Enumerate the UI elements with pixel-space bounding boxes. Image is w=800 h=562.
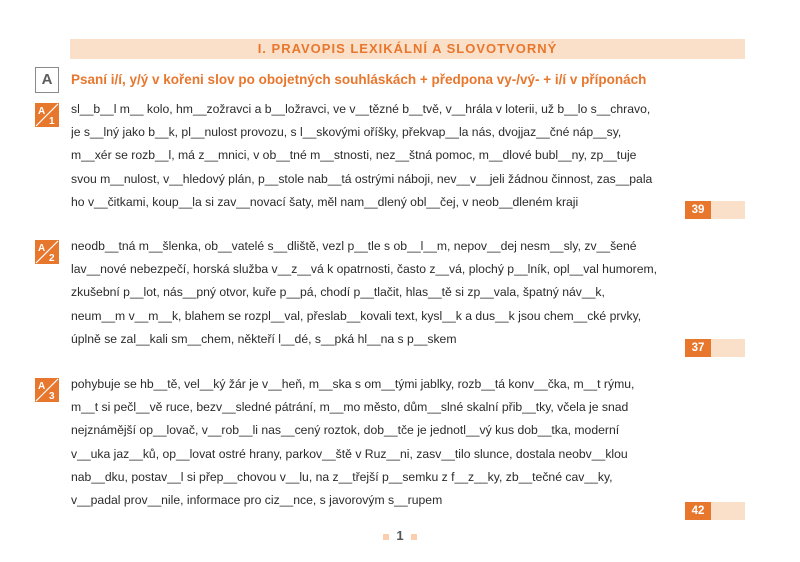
page-number <box>370 528 430 544</box>
exercise-badge-icon <box>35 378 59 402</box>
exercise-line: nab__dku, postav__l si přep__chovou v__lu, na z__třejší p__semku z f__z__ky, zb__tečné cav__ky, <box>71 469 613 484</box>
exercise-line: ho v__čitkami, koup__la si zav__novací šaty, měl nam__dlený obl__čej, v neob__dleném kraji <box>71 194 579 209</box>
exercise-badge-icon <box>35 240 59 264</box>
badge-letter: A <box>38 381 46 392</box>
page-number-value: 1 <box>396 528 404 543</box>
exercise-line: neum__m v__m__k, blahem se rozpl__val, přeslab__kovali text, kysl__k a dus__k jsou chem__cké prvky, <box>71 308 642 323</box>
exercise-text <box>71 98 747 214</box>
exercise-badge-icon <box>35 103 59 127</box>
exercise-line: lav__nové nebezpečí, horská služba v__z__vá k opatrnosti, často z__vá, plochý p__lník, opl__val humorem, <box>71 262 658 277</box>
exercise-line: nejznámější op__lovač, v__rob__li nas__cený roztok, dob__tče je jednotl__vý kus dob__tka, moderní <box>71 423 620 438</box>
exercise-line: neodb__tná m__šlenka, ob__vatelé s__dliště, vezl p__tle s ob__l__m, nepov__dej nesm__sly, zv__šené <box>71 239 637 253</box>
exercise-line: m__t si pečl__vě ruce, bezv__sledné pátrání, m__mo město, dům__slné skalní přib__tky, včela je snad <box>71 400 629 415</box>
exercise-line: sl__b__l m__ kolo, hm__zožravci a b__ložravci, ve v__tězné b__tvě, v__hrála v loterii, už b__lo s__chravo, <box>71 102 651 116</box>
section-letter: A <box>41 71 53 88</box>
section-title: Psaní i/í, y/ý v kořeni slov po obojetných souhláskách + předpona vy-/vý- + i/í v příponách <box>71 72 647 87</box>
badge-number: 2 <box>49 253 55 264</box>
exercise-line: svou m__nulost, v__hledový plán, p__stole nab__tá ostrými náboji, nev__v__jeli žádnou činnost, zas__pala <box>71 171 653 186</box>
decor-square-icon <box>383 534 389 540</box>
exercise-line: zkušební p__lot, nás__pný otvor, kuře p__pá, chodí p__tlačit, hlas__tě si zp__vala, špatný náv__k, <box>71 285 605 300</box>
exercise-line: v__uka jaz__ků, op__lovat ostré hrany, parkov__ště v Ruz__ni, zasv__tilo slunce, dostala neobv__klou <box>71 446 628 461</box>
badge-number: 3 <box>49 391 55 402</box>
chapter-title: I. PRAVOPIS LEXIKÁLNÍ A SLOVOTVORNÝ <box>257 41 558 56</box>
score-count: 39 <box>685 201 711 219</box>
exercise-line: je s__lný jako b__k, pl__nulost provozu, s l__skovými oříšky, překvap__la nás, dvojjaz__čné náp__sy, <box>71 125 622 140</box>
exercise-line: úplně se zal__kali sm__chem, někteří l__dé, s__pká hl__na s p__skem <box>71 331 457 346</box>
score-box <box>685 339 745 357</box>
chapter-header <box>70 39 745 59</box>
exercise-line: m__xér se rozb__l, má z__mnici, v ob__tné m__stnosti, nez__štná pomoc, m__dlové bubl__ny, zp__tuje <box>71 148 637 163</box>
badge-letter: A <box>38 243 46 254</box>
exercise-line: pohybuje se hb__tě, vel__ký žár je v__heň, m__ska s om__tými jablky, rozb__tá konv__čka, m__t rýmu, <box>71 377 635 391</box>
score-box <box>685 502 745 520</box>
score-count: 37 <box>685 339 711 357</box>
badge-number: 1 <box>49 116 55 127</box>
exercise-text <box>71 373 747 512</box>
score-box <box>685 201 745 219</box>
decor-square-icon <box>411 534 417 540</box>
badge-letter: A <box>38 106 46 117</box>
section-letter-box <box>35 67 59 93</box>
exercise-line: v__padal prov__nile, informace pro ciz__nce, s javorovým s__rupem <box>71 493 443 508</box>
exercise-text <box>71 235 747 351</box>
score-count: 42 <box>685 502 711 520</box>
